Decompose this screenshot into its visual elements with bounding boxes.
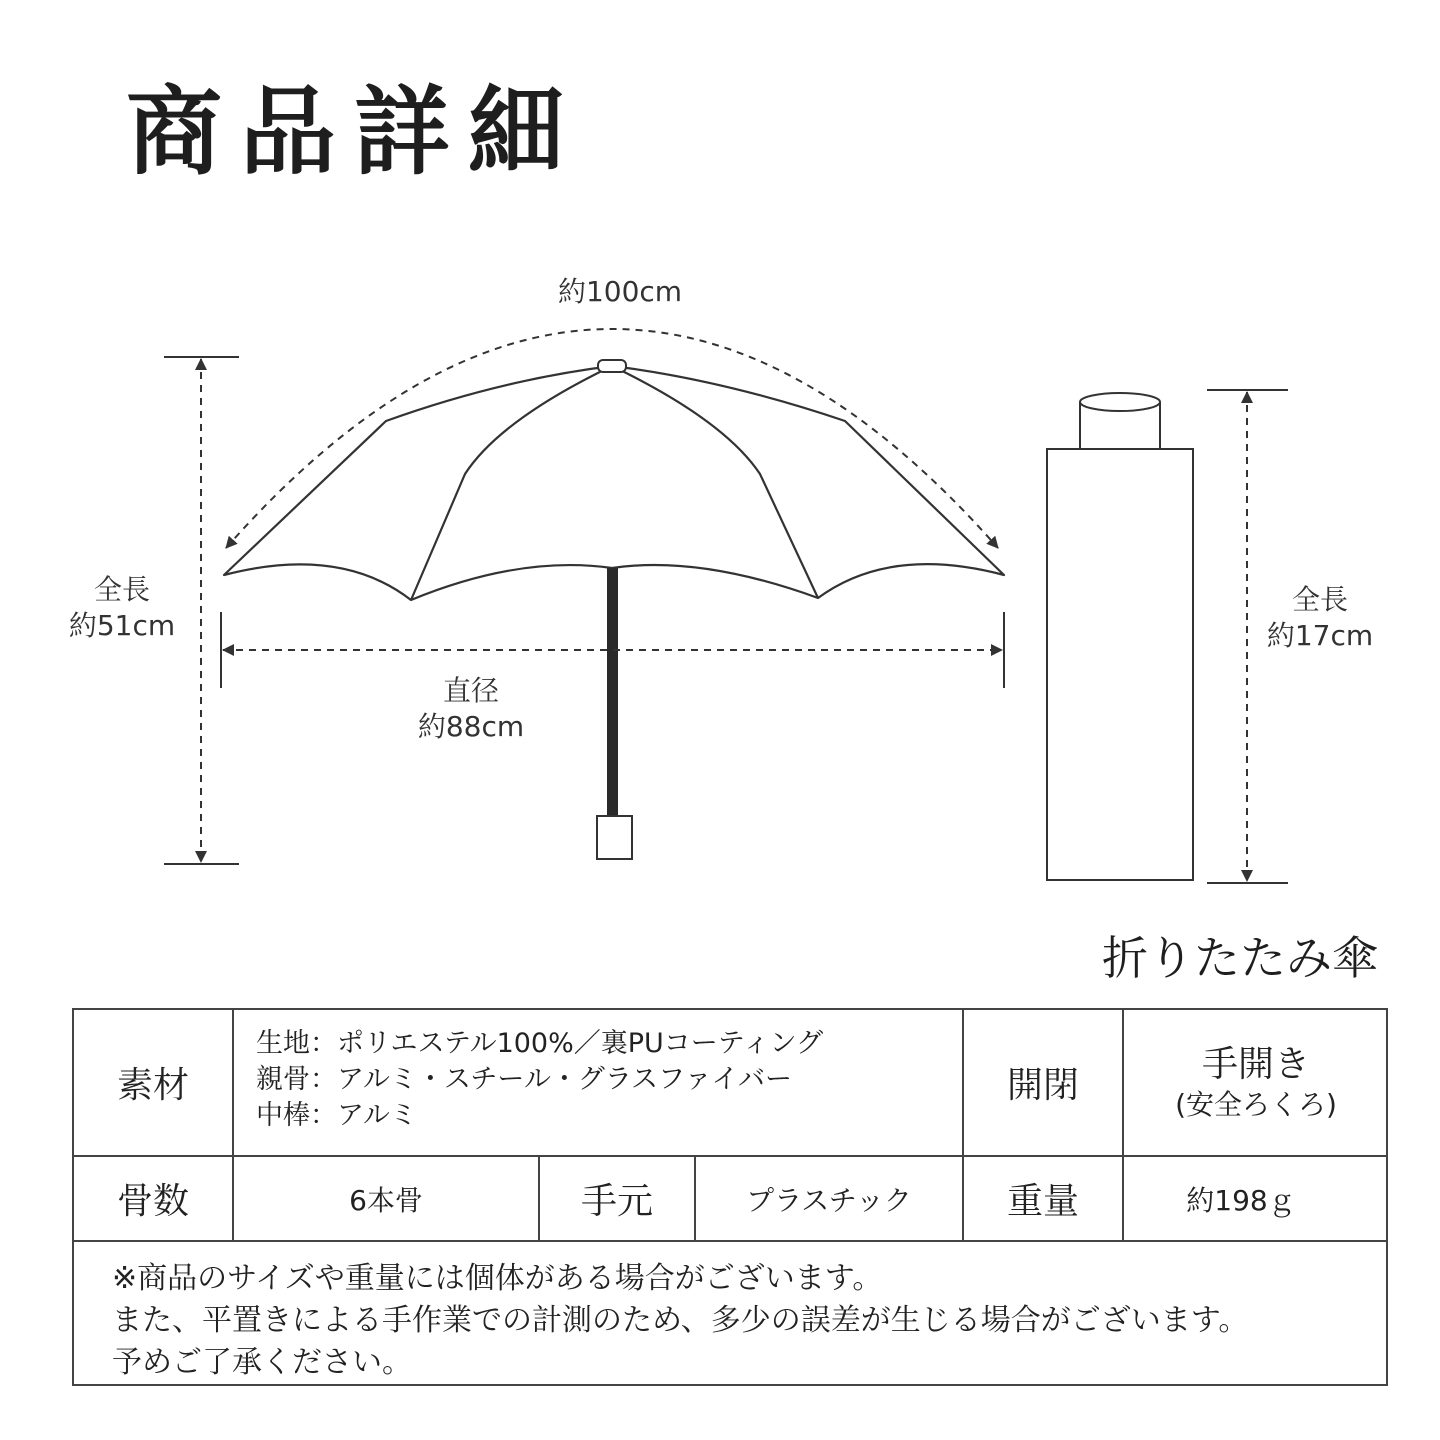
opening-value: 手開き xyxy=(1201,1043,1310,1085)
material-label: 素材 xyxy=(116,1065,189,1106)
ribs-value: 6本骨 xyxy=(349,1183,423,1217)
material-line: 生地：ポリエステル100%／裏PUコーティング xyxy=(256,1028,824,1059)
arc-length-value: 約100cm xyxy=(557,275,683,308)
folded-height-caption: 全長 xyxy=(1291,583,1348,616)
opening-value-cell xyxy=(1124,1010,1388,1155)
weight-value: 約198ｇ xyxy=(1186,1183,1296,1217)
diameter-value: 約88cm xyxy=(417,710,525,743)
material-line: 親骨：アルミ・スチール・グラスファイバー xyxy=(256,1064,792,1095)
umbrella-shaft xyxy=(607,568,618,818)
opening-sub: (安全ろくろ) xyxy=(1175,1087,1337,1121)
note-line: ※商品のサイズや重量には個体がある場合がございます。 xyxy=(112,1261,883,1296)
arc-length-label xyxy=(520,274,720,310)
folded-umbrella-cap xyxy=(1080,393,1160,449)
spec-table xyxy=(72,1008,1388,1386)
handle-label: 手元 xyxy=(580,1181,653,1222)
open-height-value: 約51cm xyxy=(68,609,176,642)
diameter-caption: 直径 xyxy=(442,674,499,707)
folded-height-value: 約17cm xyxy=(1266,619,1374,652)
material-details xyxy=(256,1026,823,1134)
umbrella-canopy-outline xyxy=(224,366,1004,600)
diameter-label xyxy=(398,673,544,745)
page-title: 商品詳細 xyxy=(126,76,582,188)
note-line: 予めご了承ください。 xyxy=(112,1345,412,1380)
material-line: 中棒：アルミ xyxy=(256,1100,417,1131)
umbrella-handle xyxy=(597,816,632,859)
product-type-label: 折りたたみ傘 xyxy=(1102,931,1378,985)
folded-umbrella-body xyxy=(1047,449,1193,880)
weight-label: 重量 xyxy=(1006,1181,1079,1222)
note-line: また、平置きによる手作業での計測のため、多少の誤差が生じる場合がございます。 xyxy=(112,1303,1249,1338)
ribs-label: 骨数 xyxy=(116,1181,189,1222)
opening-label: 開閉 xyxy=(1006,1065,1079,1106)
disclaimer-note xyxy=(112,1258,1248,1384)
open-height-caption: 全長 xyxy=(93,573,150,606)
open-height-label xyxy=(52,572,192,644)
umbrella-tip xyxy=(598,360,626,372)
row-divider xyxy=(74,1240,1386,1242)
handle-value: プラスチック xyxy=(746,1183,912,1217)
folded-height-label xyxy=(1250,582,1390,654)
